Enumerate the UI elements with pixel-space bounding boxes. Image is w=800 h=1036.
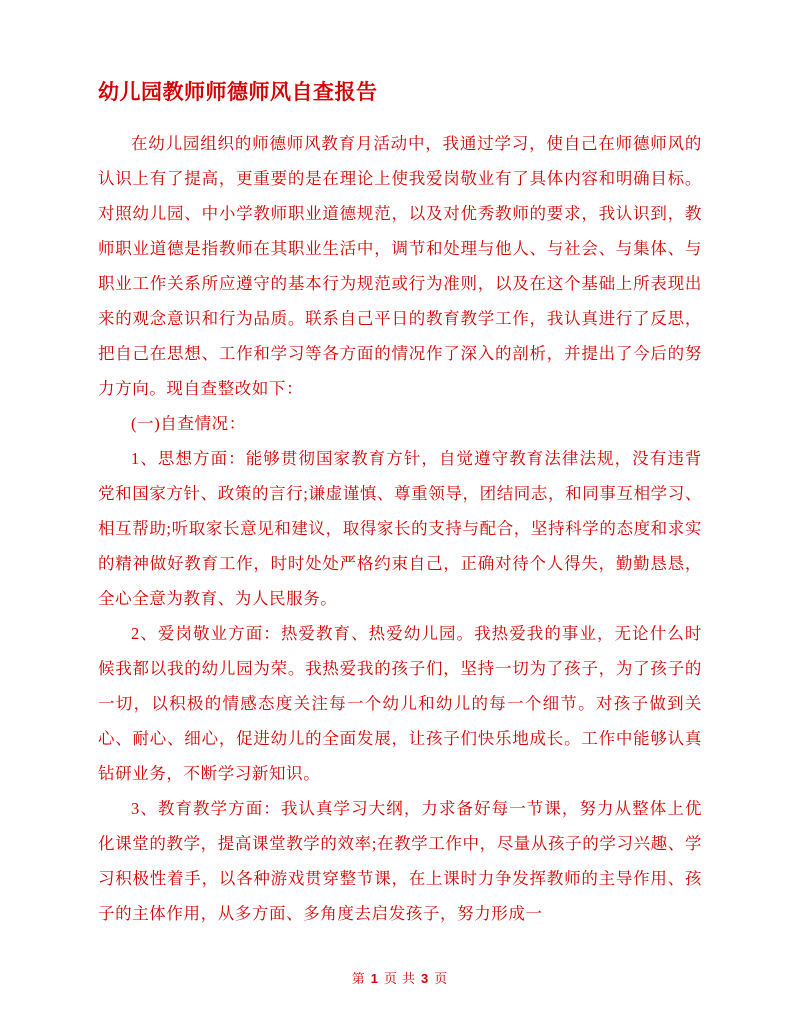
paragraph-5: 3、教育教学方面：我认真学习大纲，力求备好每一节课，努力从整体上优化课堂的教学，提高课堂教学的效率;在教学工作中，尽量从孩子的学习兴趣、学习积极性着手，以各种游戏贯穿整节课，在上课时力争发挥教师的主导作用、孩子的主体作用，从多方面、多角度去启发孩子，努力形成一 <box>98 799 702 923</box>
footer-total-pages: 3 <box>421 971 430 986</box>
footer-of-label: 共 <box>402 971 417 986</box>
footer-current-page: 1 <box>370 971 379 986</box>
paragraph-2: (一)自查情况： <box>131 414 246 433</box>
page-footer <box>0 968 800 987</box>
paragraph-1: 在幼儿园组织的师德师风教育月活动中，我通过学习，使自己在师德师风的认识上有了提高，更重要的是在理论上使我爱岗敬业有了具体内容和明确目标。对照幼儿园、中小学教师职业道德规范，以及对优秀教师的要求，我认识到，教师职业道德是指教师在其职业生活中，调节和处理与他人、与社会、与集体、与职业工作关系所应遵守的基本行为规范或行为准则，以及在这个基础上所表现出来的观念意识和行为品质。联系自己平日的教育教学工作，我认真进行了反思，把自己在思想、工作和学习等各方面的情况作了深入的剖析，并提出了今后的努力方向。现自查整改如下： <box>98 134 702 398</box>
footer-page-label-2: 页 <box>434 971 449 986</box>
footer-prefix: 第 <box>351 971 366 986</box>
footer-page-label: 页 <box>383 971 398 986</box>
paragraph-4: 2、爱岗敬业方面：热爱教育、热爱幼儿园。我热爱我的事业，无论什么时候我都以我的幼儿园为荣。我热爱我的孩子们，坚持一切为了孩子，为了孩子的一切，以积极的情感态度关注每一个幼儿和幼儿的每一个细节。对孩子做到关心、耐心、细心，促进幼儿的全面发展，让孩子们快乐地成长。工作中能够认真钻研业务，不断学习新知识。 <box>98 624 702 783</box>
paragraph-3: 1、思想方面：能够贯彻国家教育方针，自觉遵守教育法律法规，没有违背党和国家方针、政策的言行;谦虚谨慎、尊重领导，团结同志，和同事互相学习、相互帮助;听取家长意见和建议，取得家长的支持与配合，坚持科学的态度和求实的精神做好教育工作，时时处处严格约束自己，正确对待个人得失，勤勤恳恳，全心全意为教育、为人民服务。 <box>98 449 702 608</box>
page-title: 幼儿园教师师德师风自查报告 <box>98 81 378 104</box>
document-body <box>98 78 702 931</box>
